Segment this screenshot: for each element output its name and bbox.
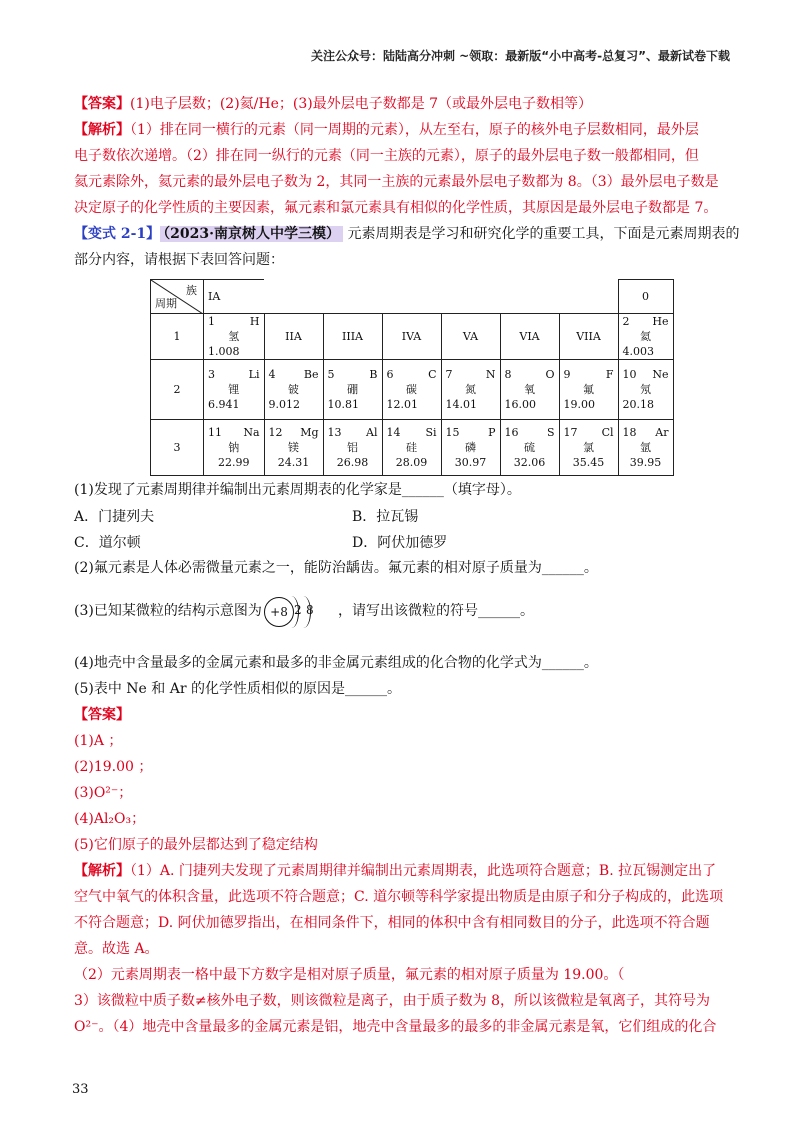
analysis-1-line-1 [74, 120, 738, 140]
element-cell [441, 420, 500, 476]
element-cell [382, 420, 441, 476]
analysis-2-line-7: O²⁻。（4）地壳中含量最多的金属元素是铝，地壳中含量最多的最多的非金属元素是氧，它们组成的化合 [74, 1019, 717, 1035]
atomic-mass: 1.008 [208, 345, 240, 358]
analysis-1-line-4: 决定原子的化学性质的主要因素，氟元素和氯元素具有相似的化学性质，其原因是最外层电子数都是 7。 [74, 200, 718, 216]
question-2: (2)氟元素是人体必需微量元素之一，能防治龋齿。氟元素的相对原子质量为______。 [74, 560, 598, 576]
answer-tag: 【答案】 [74, 707, 130, 723]
atomic-mass: 22.99 [218, 456, 250, 469]
element-symbol: Mg [300, 426, 319, 439]
group-header-0: 0 [618, 280, 673, 314]
element-symbol: Si [425, 426, 437, 439]
variant-source: （2023·南京树人中学三模） [160, 226, 343, 242]
element-symbol: F [605, 368, 614, 381]
atomic-mass: 12.01 [386, 398, 418, 411]
analysis-2-line-4: 意。故选 A。 [74, 941, 159, 957]
element-symbol: Cl [601, 426, 614, 439]
option-a: A．门捷列夫 [74, 509, 155, 525]
element-name: 镁 [288, 441, 299, 454]
variant-text: 元素周期表是学习和研究化学的重要工具，下面是元素周期表的 [347, 226, 740, 242]
question-4: (4)地壳中含量最多的金属元素和最多的非金属元素组成的化合物的化学式为______。 [74, 655, 598, 671]
shell-1-count: 2 [294, 603, 302, 617]
element-cell [204, 360, 265, 420]
analysis-tag: 【解析】 [74, 863, 130, 879]
element-name: 硼 [347, 383, 358, 396]
atomic-mass: 20.18 [622, 398, 654, 411]
answer-2-item-1: (1)A ； [74, 733, 123, 749]
element-symbol: H [249, 315, 260, 328]
element-name: 氦 [640, 330, 651, 343]
element-name: 硅 [406, 441, 417, 454]
element-name: 钠 [228, 441, 240, 454]
element-name: 氩 [640, 441, 651, 454]
atomic-mass: 10.81 [327, 398, 359, 411]
element-symbol: Li [248, 368, 260, 381]
element-cell [618, 314, 673, 360]
element-symbol: S [546, 426, 555, 439]
element-cell [264, 420, 323, 476]
page-number: 33 [72, 1082, 89, 1097]
analysis-text: （1）排在同一横行的元素（同一周期的元素），从左至右，原子的核外电子层数相同，最外层 [130, 122, 699, 138]
atomic-mass: 6.941 [208, 398, 240, 411]
variant-text-2: 部分内容，请根据下表回答问题： [74, 252, 284, 268]
header-gap [264, 280, 618, 314]
corner-period-label: 周期 [155, 297, 177, 310]
option-c: C．道尔顿 [74, 535, 141, 551]
element-name: 氖 [640, 383, 651, 396]
question-5: (5)表中 Ne 和 Ar 的化学性质相似的原因是______。 [74, 681, 401, 697]
variant-heading [74, 224, 738, 244]
element-cell [618, 360, 673, 420]
element-name: 磷 [465, 441, 476, 454]
atomic-number: 12 [268, 426, 283, 439]
analysis-2-line-1 [74, 861, 738, 881]
atomic-number: 3 [208, 368, 215, 381]
atomic-number: 11 [208, 426, 222, 439]
answer-tag: 【答案】 [74, 96, 130, 112]
atomic-number: 16 [504, 426, 519, 439]
element-name: 氯 [583, 441, 594, 454]
analysis-tag: 【解析】 [74, 122, 130, 138]
analysis-2-line-6: 3）该微粒中质子数≠核外电子数，则该微粒是离子，由于质子数为 8，所以该微粒是氧离子，其符号为 [74, 993, 710, 1009]
atomic-mass: 35.45 [572, 456, 605, 469]
period-label-1: 1 [151, 314, 204, 360]
element-cell [559, 420, 618, 476]
answer-2-item-3: (3)O²⁻； [74, 785, 133, 801]
element-symbol: Al [366, 426, 378, 439]
element-name: 氟 [583, 383, 594, 396]
atomic-mass: 28.09 [395, 456, 428, 469]
element-name: 氮 [465, 383, 476, 396]
element-symbol: Be [303, 368, 319, 381]
element-symbol: He [652, 315, 669, 328]
element-cell [323, 420, 382, 476]
analysis-2-line-2: 空气中氧气的体积含量，此选项不符合题意；C. 道尔顿等科学家提出物质是由原子和分子构成的，此选项 [74, 889, 724, 905]
element-symbol: Ar [655, 426, 669, 439]
atomic-number: 9 [563, 368, 571, 381]
element-cell [618, 420, 673, 476]
atomic-number: 4 [268, 368, 276, 381]
atomic-mass: 4.003 [622, 345, 654, 358]
answer-2-item-2: (2)19.00 ； [74, 759, 153, 775]
question-3-suffix: ，请写出该微粒的符号______。 [338, 603, 534, 619]
option-b: B．拉瓦锡 [352, 509, 419, 525]
atomic-mass: 14.01 [445, 398, 477, 411]
element-symbol: B [369, 368, 378, 381]
element-symbol: O [545, 368, 555, 381]
answer-2-item-5: (5)它们原子的最外层都达到了稳定结构 [74, 837, 318, 853]
atomic-number: 18 [622, 426, 637, 439]
atomic-mass: 24.31 [277, 456, 310, 469]
analysis-2-line-3: 不符合题意；D. 阿伏加德罗指出，在相同条件下，相同的体积中含有相同数目的分子，此选项不符合题 [74, 915, 710, 931]
element-cell [323, 360, 382, 420]
atomic-number: 5 [327, 368, 335, 381]
element-cell [559, 360, 618, 420]
element-cell [264, 360, 323, 420]
question-1: (1)发现了元素周期律并编制出元素周期表的化学家是______（填字母）。 [74, 482, 521, 498]
atomic-mass: 26.98 [336, 456, 369, 469]
element-symbol: N [485, 368, 496, 381]
periodic-table [150, 279, 674, 476]
atomic-number: 8 [504, 368, 512, 381]
corner-group-label: 族 [186, 284, 197, 297]
atomic-mass: 30.97 [454, 456, 487, 469]
element-cell [204, 314, 265, 360]
group-header-4: IVA [382, 314, 441, 360]
period-label-3: 3 [151, 420, 204, 476]
nucleus-circle: +8 [264, 597, 294, 627]
atomic-number: 6 [386, 368, 394, 381]
element-symbol: C [428, 368, 437, 381]
group-header-7: VIIA [559, 314, 618, 360]
atomic-number: 15 [445, 426, 460, 439]
element-name: 氧 [524, 383, 535, 396]
element-name: 铝 [347, 441, 358, 454]
answer-1-text: (1)电子层数；(2)氦/He；(3)最外层电子数都是 7（或最外层电子数相等） [130, 96, 593, 112]
element-symbol: P [488, 426, 496, 439]
element-name: 碳 [406, 383, 417, 396]
answer-2-item-4: (4)Al₂O₃； [74, 811, 146, 827]
analysis-1-line-2: 电子数依次递增。（2）排在同一纵行的元素（同一主族的元素），原子的最外层电子数一般都相同，但 [74, 148, 699, 164]
page-header: 关注公众号：陆陆高分冲刺 ~领取：最新版“小中高考-总复习”、最新试卷下载 [311, 49, 730, 63]
analysis-text: （1）A. 门捷列夫发现了元素周期律并编制出元素周期表，此选项符合题意；B. 拉瓦锡测定出了 [130, 863, 717, 879]
element-cell [500, 420, 559, 476]
element-symbol: Na [243, 426, 260, 439]
period-label-2: 2 [151, 360, 204, 420]
atomic-mass: 16.00 [504, 398, 536, 411]
answer-2-tag [74, 705, 738, 725]
shell-2-count: 8 [306, 603, 314, 617]
analysis-2-line-5: （2）元素周期表一格中最下方数字是相对原子质量，氟元素的相对原子质量为 19.00。（ [74, 967, 625, 983]
atomic-mass: 39.95 [629, 456, 662, 469]
atomic-number: 2 [622, 315, 630, 328]
group-header-2: IIA [264, 314, 323, 360]
group-header-6: VIA [500, 314, 559, 360]
element-cell [441, 360, 500, 420]
question-3-prefix: (3)已知某微粒的结构示意图为 [74, 603, 262, 619]
group-header-1: IA [204, 280, 265, 314]
answer-1 [74, 94, 738, 114]
atomic-mass: 19.00 [563, 398, 595, 411]
analysis-1-line-3: 氦元素除外，氦元素的最外层电子数为 2，其同一主族的元素最外层电子数都为 8。（3）最外层电子数是 [74, 174, 719, 190]
element-cell [204, 420, 265, 476]
group-header-5: VA [441, 314, 500, 360]
element-cell [382, 360, 441, 420]
element-name: 锂 [228, 383, 240, 396]
atomic-number: 10 [622, 368, 637, 381]
element-name: 硫 [524, 441, 535, 454]
atomic-mass: 32.06 [513, 456, 546, 469]
table-corner [151, 280, 204, 314]
atomic-number: 17 [563, 426, 578, 439]
element-name: 氢 [228, 330, 240, 343]
atomic-number: 13 [327, 426, 342, 439]
element-name: 铍 [288, 383, 299, 396]
atomic-number: 1 [208, 315, 215, 328]
element-cell [500, 360, 559, 420]
option-d: D．阿伏加德罗 [352, 535, 448, 551]
atomic-number: 14 [386, 426, 401, 439]
atomic-mass: 9.012 [268, 398, 300, 411]
atomic-number: 7 [445, 368, 453, 381]
element-symbol: Ne [652, 368, 669, 381]
variant-tag: 【变式 2-1】 [74, 226, 161, 242]
group-header-3: IIIA [323, 314, 382, 360]
